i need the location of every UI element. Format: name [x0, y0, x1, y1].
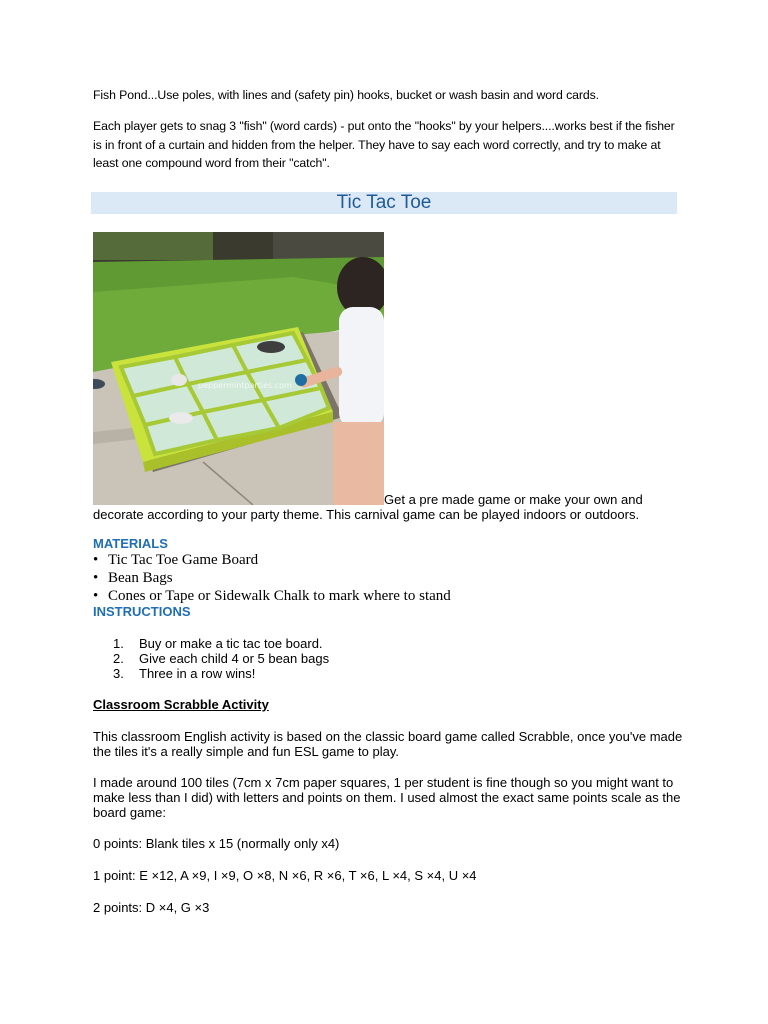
- tic-tac-toe-description-line2: decorate according to your party theme. This carnival game can be played indoors or outdoors.: [93, 507, 640, 522]
- materials-list: [93, 551, 451, 605]
- tic-tac-toe-description-line1: Get a pre made game or make your own and: [384, 492, 643, 507]
- scrabble-paragraph-1: This classroom English activity is based on the classic board game called Scrabble, once you've made the tiles it's a really simple and fun ESL game to play.: [93, 729, 683, 759]
- list-item: • Cones or Tape or Sidewalk Chalk to mark where to stand: [93, 587, 451, 605]
- scrabble-points-0: 0 points: Blank tiles x 15 (normally only x4): [93, 836, 340, 851]
- list-item: [113, 666, 329, 681]
- scrabble-heading: Classroom Scrabble Activity: [93, 697, 269, 712]
- list-text: Give each child 4 or 5 bean bags: [139, 651, 330, 666]
- list-number: 2.: [113, 651, 124, 666]
- list-item: [113, 636, 329, 651]
- tic-tac-toe-photo: [93, 232, 384, 505]
- list-number: 3.: [113, 666, 124, 681]
- list-text: Buy or make a tic tac toe board.: [139, 636, 323, 651]
- scrabble-points-1: 1 point: E ×12, A ×9, I ×9, O ×8, N ×6, R ×6, T ×6, L ×4, S ×4, U ×4: [93, 868, 477, 883]
- fish-pond-intro: Fish Pond...Use poles, with lines and (safety pin) hooks, bucket or wash basin and word cards.: [93, 88, 599, 102]
- scrabble-paragraph-2: I made around 100 tiles (7cm x 7cm paper squares, 1 per student is fine though so you might want to make less than I did) with letters and points on them. I used almost the exact same points scale as the board game:: [93, 775, 681, 820]
- fish-pond-body: Each player gets to snag 3 "fish" (word cards) - put onto the "hooks" by your helpers....works best if the fisher is in front of a curtain and hidden from the helper. They have to say each word correctly, and try to make at least one compound word from their "catch".: [93, 119, 675, 170]
- list-text: Three in a row wins!: [139, 666, 256, 681]
- list-number: 1.: [113, 636, 124, 651]
- instructions-list: [113, 636, 329, 681]
- list-item: • Tic Tac Toe Game Board: [93, 551, 451, 569]
- photo-watermark: peppermintparties.com: [198, 381, 292, 390]
- list-item: [113, 651, 329, 666]
- scrabble-points-2: 2 points: D ×4, G ×3: [93, 900, 210, 915]
- tic-tac-toe-title: Tic Tac Toe: [91, 192, 677, 214]
- materials-heading: MATERIALS: [93, 536, 168, 551]
- list-item: • Bean Bags: [93, 569, 451, 587]
- instructions-heading: INSTRUCTIONS: [93, 604, 191, 619]
